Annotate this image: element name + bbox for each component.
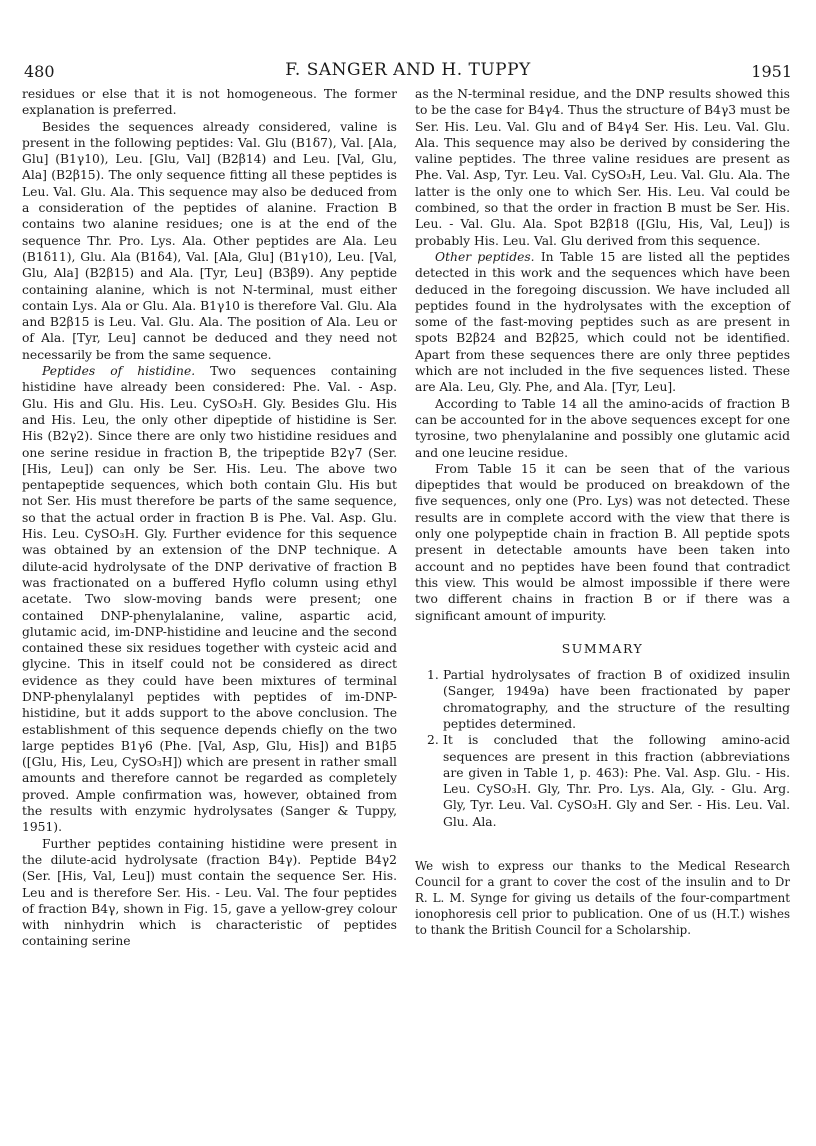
page-number: 480: [24, 62, 55, 81]
section-heading-other-peptides: Other peptides.: [435, 249, 535, 264]
right-column: [415, 86, 790, 938]
running-header: [24, 58, 792, 88]
paragraph: as the N-terminal residue, and the DNP results showed this to be the case for B4γ4. Thus the structure of B4γ3 must be Ser. His. Leu. Val. Glu and of B4γ4 Ser. His. Leu. Val. Glu. Ala. This sequence may also be derived by considering the valine peptides. The three valine residues are present as Phe. Val. Asp, Tyr. Leu. Val. CySO₃H, Leu. Val. Glu. Ala. The latter is the only one to which Ser. His. Leu. Val could be combined, so that the order in fraction B must be Ser. His. Leu. - Val. Glu. Ala. Spot B2β18 ([Glu, His, Val, Leu]) is probably His. Leu. Val. Glu derived from this sequence.: [415, 87, 790, 248]
publication-year: 1951: [751, 62, 792, 81]
summary-item-2: [419, 732, 790, 830]
running-title-authors: F. SANGER AND H. TUPPY: [285, 60, 531, 80]
paragraph: From Table 15 it can be seen that of the various dipeptides that would be produced on breakdown of the five sequences, only one (Pro. Lys) was not detected. These results are in complete accord with the view that there is only one polypeptide chain in fraction B. All peptide spots present in detectable amounts have been taken into account and no peptides have been found that contradict this view. This would be almost impossible if there were two different chains in fraction B or if there was a significant amount of impurity.: [415, 461, 790, 623]
summary-item-1: [419, 667, 790, 732]
paragraph: Further peptides containing histidine were present in the dilute-acid hydrolysate (fraction B4γ). Peptide B4γ2 (Ser. [His, Val, Leu]) must contain the sequence Ser. His. Leu and is therefore Ser. His. - Leu. Val. The four peptides of fraction B4γ, shown in Fig. 15, gave a yellow-grey colour with ninhydrin which is characteristic of peptides containing serine: [22, 836, 397, 949]
section-heading-histidine: Peptides of histidine.: [42, 364, 196, 379]
paragraph: residues or else that it is not homogeneous. The former explanation is preferred.: [22, 87, 397, 118]
acknowledgement: We wish to express our thanks to the Medical Research Council for a grant to cover the cost of the insulin and to Dr R. L. M. Synge for giving us details of the four-compartment ionophoresis cell prior to publication. One of us (H.T.) wishes to thank the British Council for a Scholarship.: [415, 859, 790, 938]
summary-heading: SUMMARY: [561, 640, 644, 656]
paragraph: Besides the sequences already considered, valine is present in the following peptides: Val. Glu (B1δ7), Val. [Ala, Glu] (B1γ10), Leu. [Glu, Val] (B2β14) and Leu. [Val, Glu, Ala] (B2β15). The only sequence fitting all these peptides is Leu. Val. Glu. Ala. This sequence may also be deduced from a consideration of the peptides of alanine. Fraction B contains two alanine residues; one is at the end of the sequence Thr. Pro. Lys. Ala. Other peptides are Ala. Leu (B1δ11), Glu. Ala (B1δ4), Val. [Ala, Glu] (B1γ10), Leu. [Val, Glu, Ala] (B2β15) and Ala. [Tyr, Leu] (B3β9). Any peptide containing alanine, which is not N-terminal, must either contain Lys. Ala or Glu. Ala. B1γ10 is therefore Val. Glu. Ala and B2β15 is Leu. Val. Glu. Ala. The position of Ala. Leu or of Ala. [Tyr, Leu] cannot be deduced and they need not necessarily be from the same sequence.: [22, 119, 397, 362]
summary-item-text: It is concluded that the following amino-acid sequences are present in this fraction (abbreviations are given in Table 1, p. 463): Phe. Val. Asp. Glu. - His. Leu. CySO₃H. Gly, Thr. Pro. Lys. Ala, Gly. - Glu. Arg. Gly, Tyr. Leu. Val. CySO₃H. Gly and Ser. - His. Leu. Val. Glu. Ala.: [443, 733, 790, 829]
paragraph-other-peptides: [415, 249, 790, 396]
summary-item-number: 2.: [427, 733, 439, 748]
paragraph-body: Two sequences containing histidine have already been considered: Phe. Val. - Asp. Glu. His and Glu. His. Leu. CySO₃H. Gly. Besides Glu. His and His. Leu, the only other dipeptide of histidine is Ser. His (B2γ2). Since there are only two histidine residues and one serine residue in fraction B, the tripeptide B2γ7 (Ser. [His, Leu]) can only be Ser. His. Leu. The above two pentapeptide sequences, which both contain Glu. His but not Ser. His must therefore be parts of the same sequence, so that the actual order in fraction B is Phe. Val. Asp. Glu. His. Leu. CySO₃H. Gly. Further evidence for this sequence was obtained by an extension of the DNP technique. A dilute-acid hydrolysate of the DNP derivative of fraction B was fractionated on a buffered Hyflo column using ethyl acetate. Two slow-moving bands were present; one contained DNP-phenylalanine, valine, aspartic acid, glutamic acid, im-DNP-histidine and leucine and the second contained these six residues together with cysteic acid and glycine. This in itself could not be considered as direct evidence as they could have been mixtures of terminal DNP-phenylalanyl peptides with peptides of im-DNP-histidine, but it adds support to the above conclusion. The establishment of this sequence depends chiefly on the two large peptides B1γ6 (Phe. [Val, Asp, Glu, His]) and B1β5 ([Glu, His, Leu, CySO₃H]) which are present in rather small amounts and therefore cannot be regarded as completely proved. Ample confirmation was, however, obtained from the results with enzymic hydrolysates (Sanger & Tuppy, 1951).: [22, 364, 397, 835]
paragraph-histidine: [22, 363, 397, 836]
summary-item-number: 1.: [427, 668, 439, 683]
paragraph-body: In Table 15 are listed all the peptides detected in this work and the sequences which have been deduced in the foregoing discussion. We have included all peptides found in the hydrolysates with the exception of some of the fast-moving peptides such as are present in spots B2β24 and B2β25, which could not be identified. Apart from these sequences there are only three peptides which are not included in the five sequences listed. These are Ala. Leu, Gly. Phe, and Ala. [Tyr, Leu].: [415, 249, 790, 395]
paragraph: According to Table 14 all the amino-acids of fraction B can be accounted for in the above sequences except for one tyrosine, two phenylalanine and possibly one glutamic acid and one leucine residue.: [415, 396, 790, 460]
summary-item-text: Partial hydrolysates of fraction B of oxidized insulin (Sanger, 1949a) have been fractionated by paper chromatography, and the structure of the resulting peptides determined.: [443, 668, 790, 731]
left-column: [22, 86, 397, 950]
